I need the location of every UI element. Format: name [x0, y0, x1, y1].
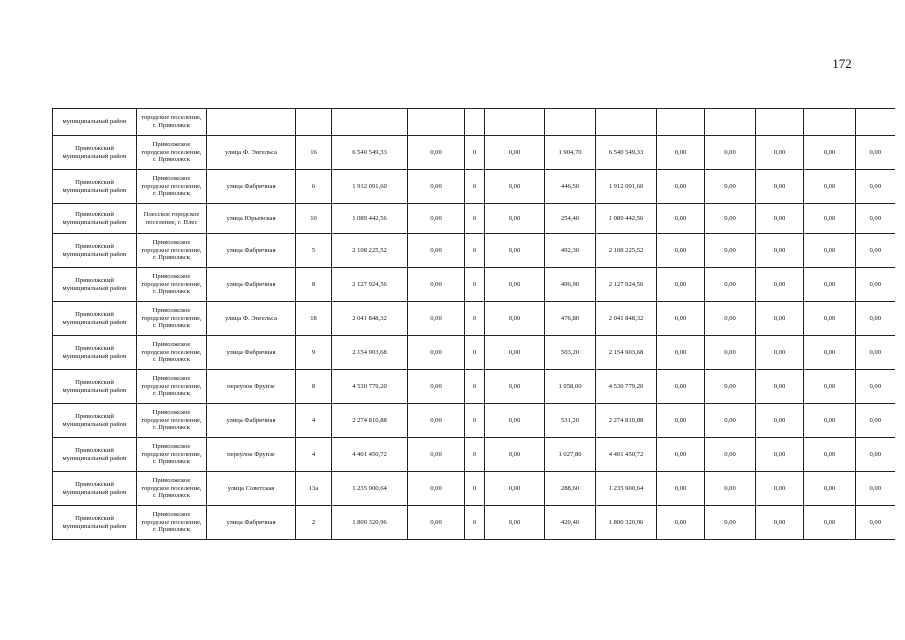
district-cell: Приволжский муниципальный район	[53, 302, 137, 336]
count-cell: 0	[465, 136, 485, 170]
amount-cell: 0,00	[756, 204, 804, 234]
amount-cell: 0,00	[485, 404, 545, 438]
amount-cell: 0,00	[856, 302, 895, 336]
amount-cell: 0,00	[705, 136, 756, 170]
count-cell: 0	[465, 336, 485, 370]
district-cell: Приволжский муниципальный район	[53, 506, 137, 540]
house-number-cell: 18	[296, 302, 332, 336]
amount-cell: 0,00	[705, 268, 756, 302]
house-number-cell: 6	[296, 170, 332, 204]
amount-cell: 0,00	[657, 170, 705, 204]
street-cell: улица Фабричная	[207, 268, 296, 302]
area-cell: 496,90	[545, 268, 596, 302]
street-cell	[207, 109, 296, 136]
amount-cell	[657, 109, 705, 136]
area-cell: 531,20	[545, 404, 596, 438]
amount-cell: 0,00	[756, 370, 804, 404]
amount-cell: 0,00	[657, 336, 705, 370]
amount-cell: 0,00	[756, 234, 804, 268]
district-cell: муниципальный район	[53, 109, 137, 136]
house-number-cell: 4	[296, 438, 332, 472]
amount-cell: 0,00	[485, 204, 545, 234]
amount-cell: 0,00	[856, 404, 895, 438]
count-cell: 0	[465, 506, 485, 540]
amount-cell: 0,00	[485, 336, 545, 370]
house-number-cell: 13а	[296, 472, 332, 506]
table-row	[53, 109, 895, 136]
district-cell: Приволжский муниципальный район	[53, 234, 137, 268]
table-body	[53, 109, 895, 540]
amount-cell: 0,00	[408, 204, 465, 234]
table-row	[53, 438, 895, 472]
amount-cell: 0,00	[856, 268, 895, 302]
amount-cell: 0,00	[756, 268, 804, 302]
district-cell: Приволжский муниципальный район	[53, 438, 137, 472]
table-row	[53, 302, 895, 336]
table-row	[53, 336, 895, 370]
count-cell: 0	[465, 170, 485, 204]
amount-cell	[705, 109, 756, 136]
area-cell: 254,40	[545, 204, 596, 234]
area-cell	[545, 109, 596, 136]
total-cost-cell: 6 540 549,33	[332, 136, 408, 170]
amount-cell: 0,00	[705, 404, 756, 438]
settlement-cell: Приволжское городское поселение, г. Приволжск	[137, 136, 207, 170]
amount-cell: 0,00	[756, 472, 804, 506]
amount-cell: 0,00	[705, 472, 756, 506]
area-cell: 1 027,80	[545, 438, 596, 472]
amount-cell: 0,00	[705, 506, 756, 540]
house-number-cell: 9	[296, 336, 332, 370]
amount-cell: 0,00	[485, 136, 545, 170]
total-cost-cell: 1 912 091,60	[332, 170, 408, 204]
amount-cell: 0,00	[485, 472, 545, 506]
street-cell: улица Фабричная	[207, 506, 296, 540]
amount-cell: 0,00	[756, 136, 804, 170]
amount-cell: 0,00	[485, 302, 545, 336]
area-cell: 476,80	[545, 302, 596, 336]
settlement-cell: Приволжское городское поселение, г. Приволжск	[137, 302, 207, 336]
district-cell: Приволжский муниципальный район	[53, 472, 137, 506]
amount-cell: 0,00	[485, 506, 545, 540]
settlement-cell: Приволжское городское поселение, г. Приволжск	[137, 268, 207, 302]
amount-cell: 0,00	[408, 336, 465, 370]
cost-cell: 2 274 810,88	[596, 404, 657, 438]
table-row	[53, 204, 895, 234]
house-number-cell: 2	[296, 506, 332, 540]
district-cell: Приволжский муниципальный район	[53, 170, 137, 204]
total-cost-cell: 2 154 903,68	[332, 336, 408, 370]
street-cell: переулок Фрунзе	[207, 370, 296, 404]
cost-cell	[596, 109, 657, 136]
amount-cell: 0,00	[408, 268, 465, 302]
amount-cell	[856, 109, 895, 136]
street-cell: улица Фабричная	[207, 404, 296, 438]
amount-cell: 0,00	[657, 438, 705, 472]
amount-cell: 0,00	[485, 370, 545, 404]
amount-cell	[485, 109, 545, 136]
settlement-cell: Приволжское городское поселение, г. Приволжск	[137, 438, 207, 472]
amount-cell: 0,00	[657, 268, 705, 302]
amount-cell: 0,00	[657, 506, 705, 540]
amount-cell: 0,00	[657, 136, 705, 170]
amount-cell: 0,00	[756, 302, 804, 336]
house-number-cell: 5	[296, 234, 332, 268]
table-row	[53, 370, 895, 404]
count-cell: 0	[465, 302, 485, 336]
settlement-cell: Приволжское городское поселение, г. Приволжск	[137, 506, 207, 540]
amount-cell: 0,00	[756, 336, 804, 370]
amount-cell: 0,00	[756, 438, 804, 472]
district-cell: Приволжский муниципальный район	[53, 404, 137, 438]
amount-cell: 0,00	[485, 268, 545, 302]
amount-cell: 0,00	[705, 302, 756, 336]
district-cell: Приволжский муниципальный район	[53, 136, 137, 170]
cost-cell: 1 912 091,60	[596, 170, 657, 204]
amount-cell: 0,00	[856, 204, 895, 234]
area-cell: 1 904,70	[545, 136, 596, 170]
amount-cell: 0,00	[408, 438, 465, 472]
amount-cell: 0,00	[804, 472, 856, 506]
amount-cell: 0,00	[856, 234, 895, 268]
amount-cell: 0,00	[804, 268, 856, 302]
area-cell: 288,60	[545, 472, 596, 506]
street-cell: улица Ф. Энгельса	[207, 136, 296, 170]
amount-cell	[804, 109, 856, 136]
district-cell: Приволжский муниципальный район	[53, 268, 137, 302]
amount-cell: 0,00	[408, 472, 465, 506]
cost-cell: 2 127 924,56	[596, 268, 657, 302]
amount-cell: 0,00	[408, 302, 465, 336]
table-row	[53, 234, 895, 268]
amount-cell	[408, 109, 465, 136]
settlement-cell: Приволжское городское поселение, г. Приволжск	[137, 404, 207, 438]
district-cell: Приволжский муниципальный район	[53, 370, 137, 404]
amount-cell: 0,00	[756, 404, 804, 438]
count-cell	[465, 109, 485, 136]
amount-cell: 0,00	[804, 336, 856, 370]
amount-cell: 0,00	[804, 170, 856, 204]
settlement-cell: Приволжское городское поселение, г. Приволжск	[137, 472, 207, 506]
amount-cell: 0,00	[485, 234, 545, 268]
street-cell: улица Фабричная	[207, 234, 296, 268]
table-row	[53, 404, 895, 438]
area-cell: 446,50	[545, 170, 596, 204]
settlement-cell: Приволжское городское поселение, г. Приволжск	[137, 234, 207, 268]
amount-cell: 0,00	[408, 234, 465, 268]
amount-cell: 0,00	[804, 370, 856, 404]
street-cell: улица Ф. Энгельса	[207, 302, 296, 336]
area-cell: 503,20	[545, 336, 596, 370]
total-cost-cell: 1 800 320,96	[332, 506, 408, 540]
amount-cell: 0,00	[856, 472, 895, 506]
house-number-cell: 4	[296, 404, 332, 438]
amount-cell: 0,00	[657, 472, 705, 506]
amount-cell	[756, 109, 804, 136]
amount-cell: 0,00	[705, 170, 756, 204]
amount-cell: 0,00	[657, 370, 705, 404]
amount-cell: 0,00	[705, 438, 756, 472]
settlement-cell: Приволжское городское поселение, г. Приволжск	[137, 336, 207, 370]
table-row	[53, 170, 895, 204]
house-number-cell: 16	[296, 136, 332, 170]
cost-cell: 4 401 450,72	[596, 438, 657, 472]
settlement-cell: городское поселение, г. Приволжск	[137, 109, 207, 136]
amount-cell: 0,00	[408, 404, 465, 438]
amount-cell: 0,00	[408, 136, 465, 170]
amount-cell: 0,00	[804, 204, 856, 234]
amount-cell: 0,00	[856, 170, 895, 204]
page-number: 172	[832, 56, 852, 71]
total-cost-cell: 4 530 779,20	[332, 370, 408, 404]
amount-cell: 0,00	[657, 234, 705, 268]
amount-cell: 0,00	[705, 370, 756, 404]
house-number-cell	[296, 109, 332, 136]
amount-cell: 0,00	[705, 234, 756, 268]
count-cell: 0	[465, 404, 485, 438]
area-cell: 492,30	[545, 234, 596, 268]
amount-cell: 0,00	[804, 506, 856, 540]
house-number-cell: 8	[296, 370, 332, 404]
amount-cell: 0,00	[856, 506, 895, 540]
cost-cell: 1 800 320,96	[596, 506, 657, 540]
count-cell: 0	[465, 370, 485, 404]
street-cell: улица Советская	[207, 472, 296, 506]
table-row	[53, 136, 895, 170]
settlement-cell: Плесское городское поселение, г. Плес	[137, 204, 207, 234]
total-cost-cell: 2 108 225,52	[332, 234, 408, 268]
amount-cell: 0,00	[705, 204, 756, 234]
total-cost-cell: 1 089 442,56	[332, 204, 408, 234]
table-row	[53, 268, 895, 302]
table-row	[53, 472, 895, 506]
amount-cell: 0,00	[804, 404, 856, 438]
area-cell: 1 058,00	[545, 370, 596, 404]
amount-cell: 0,00	[756, 170, 804, 204]
housing-registry-table	[52, 108, 895, 540]
amount-cell: 0,00	[657, 302, 705, 336]
count-cell: 0	[465, 438, 485, 472]
district-cell: Приволжский муниципальный район	[53, 204, 137, 234]
cost-cell: 2 154 903,68	[596, 336, 657, 370]
street-cell: переулок Фрунзе	[207, 438, 296, 472]
cost-cell: 1 089 442,56	[596, 204, 657, 234]
amount-cell: 0,00	[657, 404, 705, 438]
street-cell: улица Фабричная	[207, 336, 296, 370]
amount-cell: 0,00	[657, 204, 705, 234]
cost-cell: 4 530 779,20	[596, 370, 657, 404]
total-cost-cell: 1 235 900,64	[332, 472, 408, 506]
total-cost-cell: 2 041 848,32	[332, 302, 408, 336]
count-cell: 0	[465, 472, 485, 506]
amount-cell: 0,00	[856, 370, 895, 404]
house-number-cell: 10	[296, 204, 332, 234]
cost-cell: 2 108 225,52	[596, 234, 657, 268]
amount-cell: 0,00	[408, 370, 465, 404]
amount-cell: 0,00	[804, 438, 856, 472]
count-cell: 0	[465, 204, 485, 234]
count-cell: 0	[465, 234, 485, 268]
count-cell: 0	[465, 268, 485, 302]
amount-cell: 0,00	[485, 438, 545, 472]
amount-cell: 0,00	[756, 506, 804, 540]
table-row	[53, 506, 895, 540]
amount-cell: 0,00	[804, 302, 856, 336]
cost-cell: 2 041 848,32	[596, 302, 657, 336]
total-cost-cell: 2 274 810,88	[332, 404, 408, 438]
amount-cell: 0,00	[856, 336, 895, 370]
street-cell: улица Юрьевская	[207, 204, 296, 234]
house-number-cell: 8	[296, 268, 332, 302]
district-cell: Приволжский муниципальный район	[53, 336, 137, 370]
cost-cell: 1 235 900,64	[596, 472, 657, 506]
street-cell: улица Фабричная	[207, 170, 296, 204]
amount-cell: 0,00	[804, 234, 856, 268]
area-cell: 420,40	[545, 506, 596, 540]
cost-cell: 6 540 549,33	[596, 136, 657, 170]
total-cost-cell: 4 401 450,72	[332, 438, 408, 472]
amount-cell: 0,00	[804, 136, 856, 170]
total-cost-cell	[332, 109, 408, 136]
total-cost-cell: 2 127 924,56	[332, 268, 408, 302]
amount-cell: 0,00	[485, 170, 545, 204]
amount-cell: 0,00	[705, 336, 756, 370]
settlement-cell: Приволжское городское поселение, г. Приволжск	[137, 370, 207, 404]
amount-cell: 0,00	[408, 170, 465, 204]
amount-cell: 0,00	[856, 438, 895, 472]
settlement-cell: Приволжское городское поселение, г. Приволжск	[137, 170, 207, 204]
amount-cell: 0,00	[856, 136, 895, 170]
amount-cell: 0,00	[408, 506, 465, 540]
